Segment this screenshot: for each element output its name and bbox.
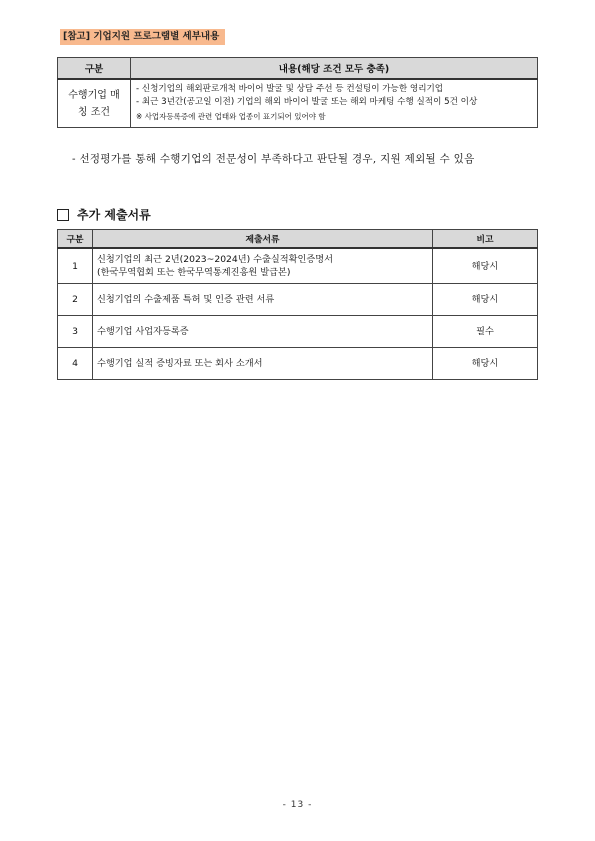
row-document: 수행기업 사업자등록증 xyxy=(93,316,433,348)
evaluation-note: - 선정평가를 통해 수행기업의 전문성이 부족하다고 판단될 경우, 지원 제외될 수 있음 xyxy=(72,153,475,165)
page-number: - 13 - xyxy=(282,800,313,810)
document-line: (한국무역협회 또는 한국무역통계진흥원 발급본) xyxy=(97,267,291,278)
table-row xyxy=(58,316,538,348)
table-row xyxy=(58,284,538,316)
condition-item-1: - 신청기업의 해외판로개척 바이어 발굴 및 상담 주선 등 컨설팅이 가능한 영리기업 xyxy=(136,84,444,94)
column-header-remark: 비고 xyxy=(433,230,538,249)
row-number: 1 xyxy=(58,248,93,284)
table-row xyxy=(58,248,538,284)
category-label: 수행기업 매칭 조건 xyxy=(68,89,120,118)
row-document xyxy=(93,248,433,284)
condition-item-2: - 최근 3년간(공고일 이전) 기업의 해외 바이어 발굴 또는 해외 마케팅 수행 실적이 5건 이상 xyxy=(136,97,478,107)
row-remark: 해당시 xyxy=(433,284,538,316)
table-row xyxy=(58,348,538,380)
row-number: 3 xyxy=(58,316,93,348)
column-header-content: 내용(해당 조건 모두 충족) xyxy=(131,58,538,80)
row-remark: 해당시 xyxy=(433,248,538,284)
section-title: 추가 제출서류 xyxy=(77,208,151,222)
row-document: 수행기업 실적 증빙자료 또는 회사 소개서 xyxy=(93,348,433,380)
condition-note: ※ 사업자등록증에 관련 업태와 업종이 표기되어 있어야 함 xyxy=(136,112,326,121)
matching-conditions-table xyxy=(57,57,538,128)
row-document: 신청기업의 수출제품 특허 및 인증 관련 서류 xyxy=(93,284,433,316)
row-remark: 해당시 xyxy=(433,348,538,380)
column-header-document: 제출서류 xyxy=(93,230,433,249)
row-category xyxy=(58,79,131,128)
documents-table xyxy=(57,229,538,380)
row-content xyxy=(131,79,538,128)
document-line: 신청기업의 최근 2년(2023~2024년) 수출실적확인증명서 xyxy=(97,254,333,265)
row-remark: 필수 xyxy=(433,316,538,348)
row-number: 4 xyxy=(58,348,93,380)
table-header-row xyxy=(58,58,538,80)
reference-label: [참고] 기업지원 프로그램별 세부내용 xyxy=(60,29,225,45)
table-header-row xyxy=(58,230,538,249)
column-header-category: 구분 xyxy=(58,58,131,80)
column-header-number: 구분 xyxy=(58,230,93,249)
table-row xyxy=(58,79,538,128)
section-heading xyxy=(57,206,151,223)
checkbox-square-icon xyxy=(57,209,69,221)
row-number: 2 xyxy=(58,284,93,316)
